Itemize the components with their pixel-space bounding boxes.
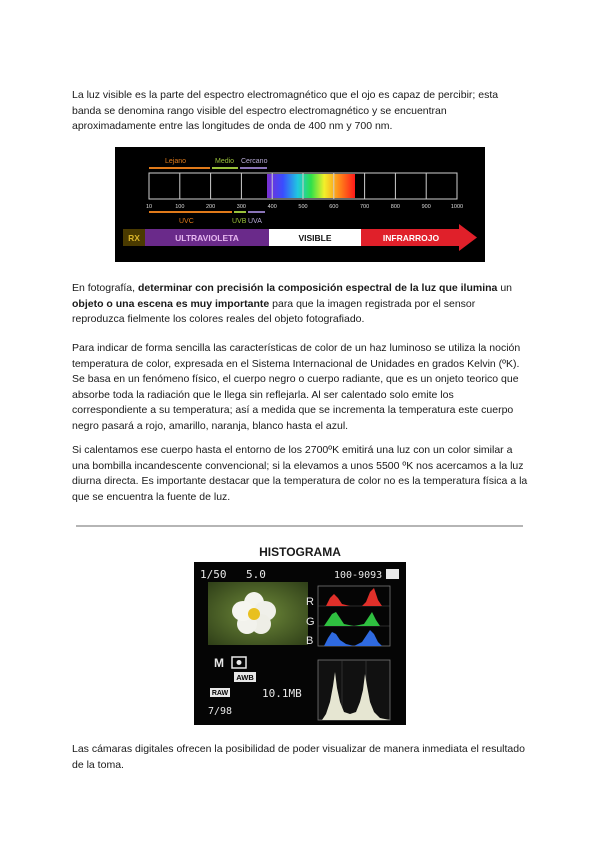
- paragraph-visible-light: La luz visible es la parte del espectro electromagnético que el ojo es capaz de percibir; esta banda se denomina rango visible del espectro electromagnético y se encuentran aproximadamente entre las longitudes de onda de 400 nm y 700 nm.: [72, 89, 499, 132]
- spectrum-tick-label: 900: [421, 204, 431, 210]
- p2-text-3: para que la imagen registrada por el sensor reproduzca fielmente los colores reales del objeto fotografiado.: [72, 297, 476, 325]
- paragraph-color-temperature: Para indicar de forma sencilla las características de color de un haz luminoso se utiliza la noción temperatura de color, expresada en el Sistema Internacional de Unidades en grados Kelvin (ºK). Se basa en un fenómeno físico, el cuerpo negro o cuerpo radiante, que es un onjeto teorico que absorbe toda la radiación que le llega sin reflejarla. Al ser calentado solo emite los correspondiente a su temperatura; así a medida que se incrementa la temperatura este cuerpo negro pasará a rojo, amarillo, naranja, blanco hasta el azul.: [72, 342, 521, 432]
- label-uva: UVA: [248, 218, 262, 225]
- label-cercano: Cercano: [241, 158, 268, 165]
- file-number: 100-9093: [334, 570, 383, 581]
- spectrum-tick-label: 10: [145, 204, 153, 210]
- spectrum-tick-label: 400: [267, 204, 277, 210]
- histogram-title: HISTOGRAMA: [259, 545, 341, 559]
- p2-text-2: un: [497, 282, 513, 294]
- p2-text-1: En fotografía,: [72, 282, 138, 294]
- paragraph-kelvin-examples: Si calentamos ese cuerpo hasta el entorno de los 2700ºK emitirá una luz con un color similar a una bombilla incandescente convencional; si la elevamos a unos 5500 ºK nos acercamos a la luz diurna directa. Es importante destacar que la temperatura de color no es la temperatura física a la que se encuentra la fuente de luz.: [72, 444, 528, 503]
- band-rx: RX: [128, 233, 140, 243]
- spectrum-tick-label: 300: [236, 204, 246, 210]
- date-display: 7/98: [208, 706, 233, 717]
- label-lejano: Lejano: [165, 158, 187, 165]
- shutter-speed: 1/50: [200, 568, 227, 581]
- band-ultravioleta: ULTRAVIOLETA: [175, 233, 239, 243]
- spectrum-tick-label: 1000: [450, 204, 464, 210]
- spectrum-tick-label: 800: [390, 204, 400, 210]
- aperture-value: 5.0: [246, 568, 266, 581]
- label-uvb: UVB: [232, 218, 247, 225]
- electromagnetic-spectrum-figure: [115, 147, 485, 262]
- rgb-label-g: G: [306, 616, 315, 628]
- band-visible: VISIBLE: [298, 233, 332, 243]
- p2-bold-2: objeto o una escena es muy importante: [72, 297, 270, 310]
- label-medio: Medio: [215, 158, 235, 165]
- camera-lcd-histogram-figure: [194, 562, 406, 725]
- awb-badge: AWB: [236, 673, 254, 682]
- band-infrarrojo: INFRARROJO: [382, 233, 440, 243]
- spectrum-tick-label: 700: [360, 204, 370, 210]
- shooting-mode: M: [214, 656, 224, 670]
- rgb-label-r: R: [306, 596, 314, 608]
- label-uvc: UVC: [179, 218, 194, 225]
- paragraph-spectral-composition: [72, 281, 528, 328]
- spectrum-tick-label: 100: [175, 204, 185, 210]
- spectrum-tick-label: 500: [298, 204, 308, 210]
- rgb-label-b: B: [306, 635, 314, 647]
- horizontal-divider: [76, 525, 523, 527]
- spectrum-tick-label: 200: [206, 204, 216, 210]
- quality-icon: [386, 569, 399, 579]
- paragraph-digital-cameras: Las cámaras digitales ofrecen la posibilidad de poder visualizar de manera inmediata el resultado de la toma.: [72, 743, 525, 771]
- spectrum-tick-label: 600: [329, 204, 339, 210]
- file-size: 10.1MB: [262, 687, 302, 700]
- p2-bold-1: determinar con precisión la composición espectral de la luz que ilumina: [137, 282, 498, 294]
- raw-badge: RAW: [211, 690, 229, 697]
